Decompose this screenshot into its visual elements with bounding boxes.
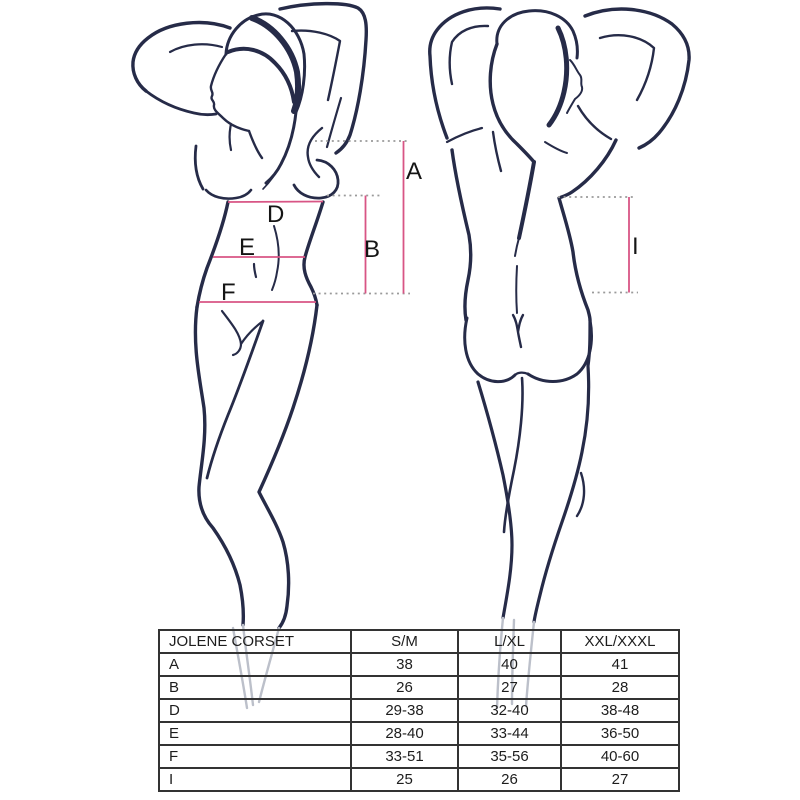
row-label: D <box>159 699 351 722</box>
size-value-cell: 27 <box>561 768 679 791</box>
table-row <box>159 699 679 722</box>
size-table-header-row <box>159 630 679 653</box>
front-figure-drawing <box>133 4 366 708</box>
table-row <box>159 768 679 791</box>
size-value-cell: 25 <box>351 768 458 791</box>
size-table <box>158 629 680 792</box>
measure-label-i: I <box>632 233 639 260</box>
measure-label-d: D <box>267 201 285 228</box>
size-value-cell: 33-44 <box>458 722 561 745</box>
table-row <box>159 722 679 745</box>
size-value-cell: 33-51 <box>351 745 458 768</box>
size-value-cell: 40-60 <box>561 745 679 768</box>
table-row <box>159 745 679 768</box>
measure-label-f: F <box>221 279 236 306</box>
row-label: F <box>159 745 351 768</box>
size-value-cell: 29-38 <box>351 699 458 722</box>
row-label: A <box>159 653 351 676</box>
size-value-cell: 40 <box>458 653 561 676</box>
size-table-body <box>159 630 679 791</box>
size-value-cell: 36-50 <box>561 722 679 745</box>
table-row <box>159 653 679 676</box>
measurement-labels <box>221 158 639 306</box>
size-value-cell: 28-40 <box>351 722 458 745</box>
column-header-lxl: L/XL <box>458 630 561 653</box>
row-label: B <box>159 676 351 699</box>
size-value-cell: 26 <box>351 676 458 699</box>
back-figure-drawing <box>430 8 689 708</box>
table-row <box>159 676 679 699</box>
size-value-cell: 38 <box>351 653 458 676</box>
size-value-cell: 41 <box>561 653 679 676</box>
size-value-cell: 28 <box>561 676 679 699</box>
size-value-cell: 27 <box>458 676 561 699</box>
front-measurement-lines <box>199 141 410 302</box>
row-label: E <box>159 722 351 745</box>
measure-label-b: B <box>364 236 381 263</box>
column-header-xxlxxxl: XXL/XXXL <box>561 630 679 653</box>
size-value-cell: 35-56 <box>458 745 561 768</box>
table-title: JOLENE CORSET <box>159 630 351 653</box>
measure-label-e: E <box>239 234 256 261</box>
measure-label-a: A <box>406 158 423 185</box>
column-header-sm: S/M <box>351 630 458 653</box>
size-value-cell: 32-40 <box>458 699 561 722</box>
size-value-cell: 26 <box>458 768 561 791</box>
size-value-cell: 38-48 <box>561 699 679 722</box>
row-label: I <box>159 768 351 791</box>
